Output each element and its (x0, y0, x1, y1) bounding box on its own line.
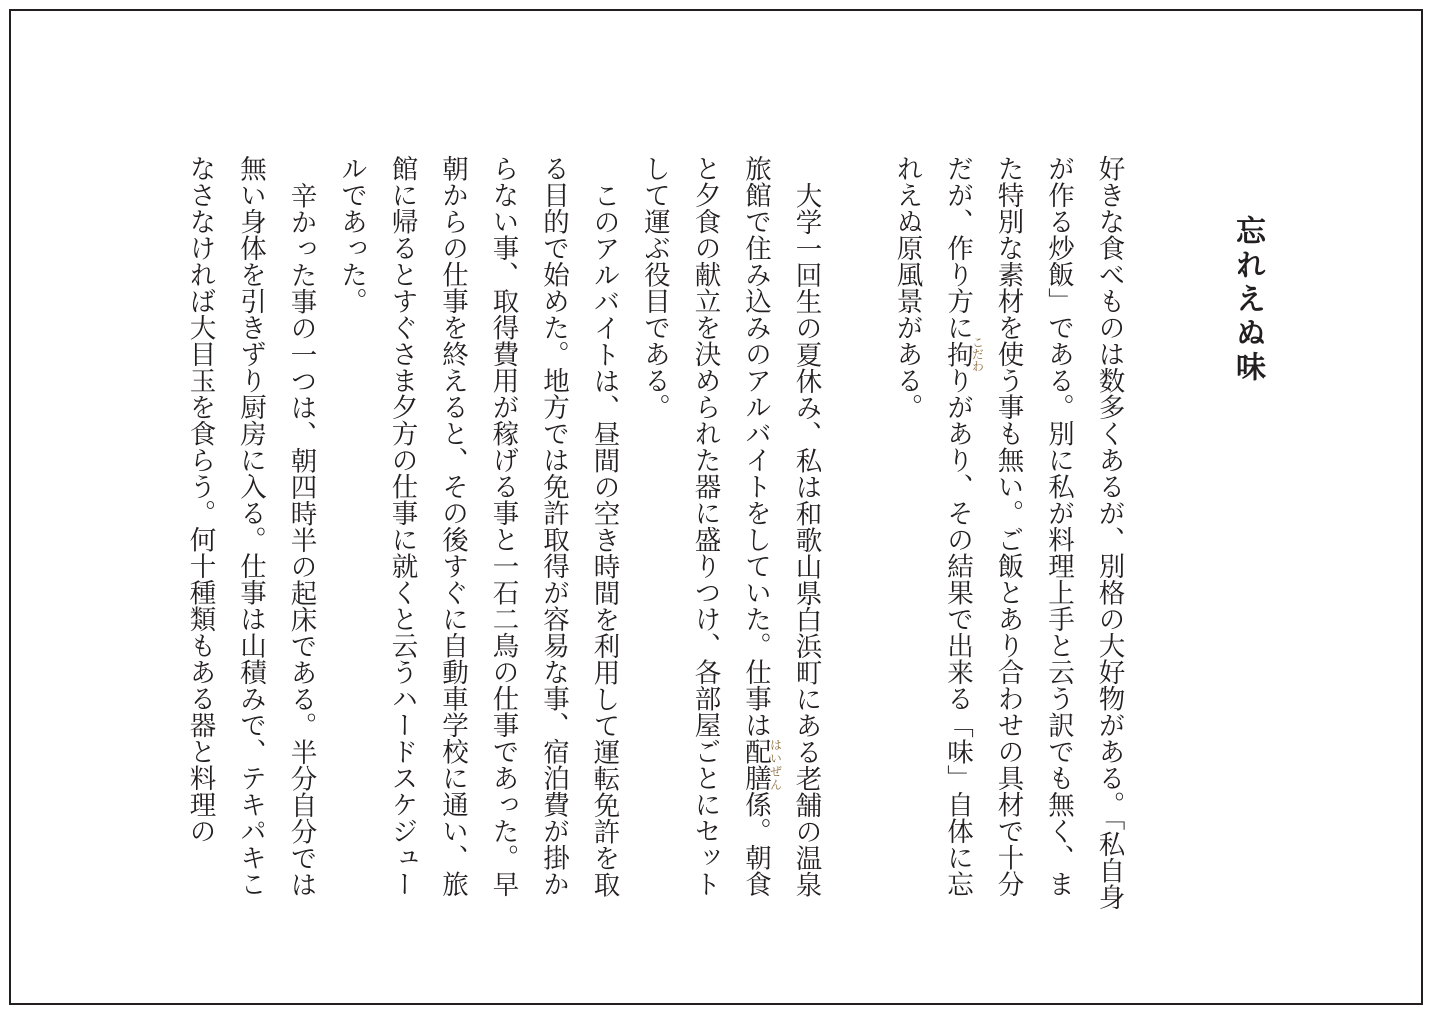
text-segment: 係。朝食と夕食の献立を決められた器に盛りつけ、各部屋ごとにセットして運ぶ役目である。 (639, 155, 771, 897)
text-segment: このアルバイトは、昼間の空き時間を利用して運転免許を取る目的で始めた。地方では免許取得が容易な事、宿泊費が掛からない事、取得費用が稼げる事と一石二鳥の仕事であった。早朝からの仕事を終えると、その後すぐに自動車学校に通い、旅館に帰るとすぐさま夕方の仕事に就くと云うハードスケジュールであった。 (336, 155, 620, 897)
ruby-word: 配膳はいぜん (740, 738, 783, 791)
text-segment: 辛かった事の一つは、朝四時半の起床である。半分自分では無い身体を引きずり厨房に入る。仕事は山積みで、テキパキこなさなければ大目玉を食らう。何十種類もある器と料理の (184, 155, 317, 897)
document-title: 忘れえぬ味 (1230, 215, 1265, 385)
paragraph-1 (881, 155, 1134, 915)
text-segment: 好きな食べものは数多くあるが、別格の大好物がある。「私自身が作る炒飯」である。別に私が料理上手と云う訳でも無く、また特別な素材を使う事も無い。ご飯とあり合わせの具材で十分だが、作り方に (942, 155, 1125, 911)
ruby-word: 拘こだわ (942, 335, 985, 372)
paragraph-4 (174, 155, 326, 915)
text-segment: りがあり、その結果で出来る「味」自体に忘れえぬ原風景がある。 (891, 155, 973, 897)
ruby-reading: こだわ (970, 335, 985, 372)
paragraph-3 (326, 155, 629, 915)
ruby-reading: はいぜん (768, 738, 783, 791)
document-body (152, 155, 1272, 915)
text-segment: 大学一回生の夏休み、私は和歌山県白浜町にある老舗の温泉旅館で住み込みのアルバイトをしていた。仕事は (740, 155, 822, 897)
paragraph-2 (629, 155, 831, 915)
